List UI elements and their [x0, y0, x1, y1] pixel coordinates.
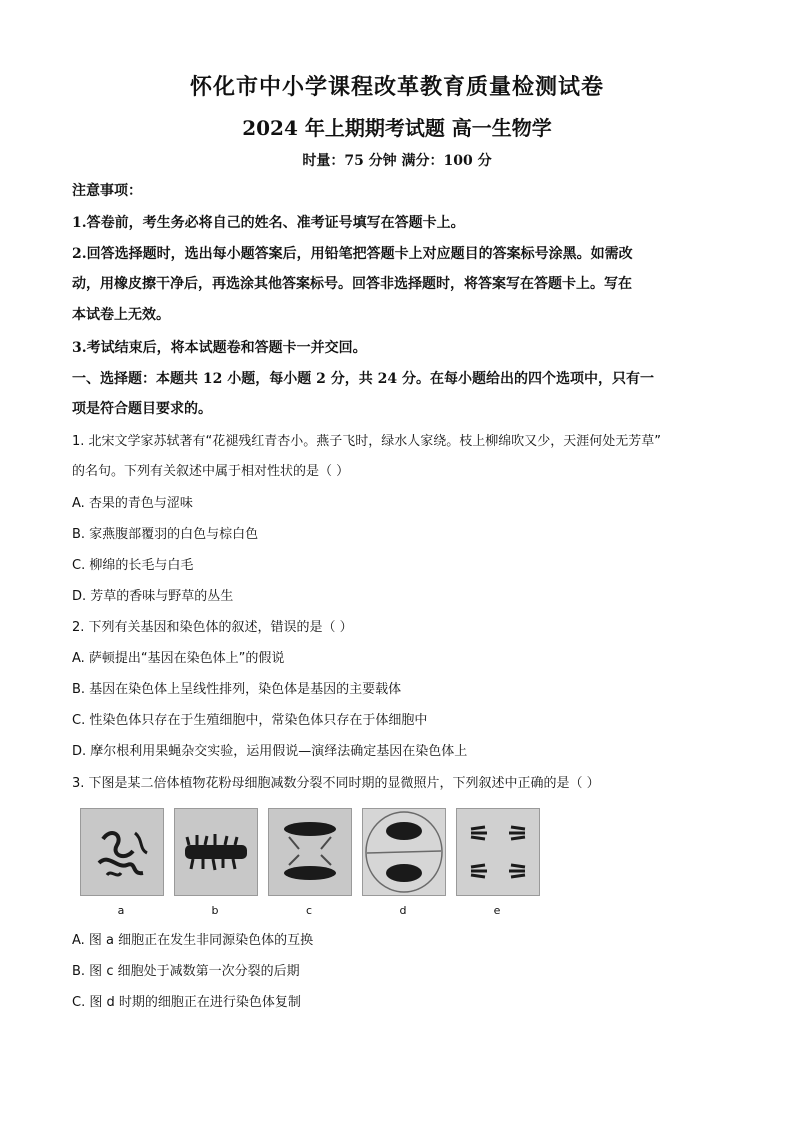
q2-option-c: C. 性染色体只存在于生殖细胞中，常染色体只存在于体细胞中 [72, 713, 428, 728]
micrograph-e [456, 808, 540, 896]
q3-option-c: C. 图 d 时期的细胞正在进行染色体复制 [72, 995, 301, 1010]
note-3: 3.考试结束后，将本试题卷和答题卡一并交回。 [72, 340, 367, 356]
micrograph-b [174, 808, 258, 896]
note-1: 1.答卷前，考生务必将自己的姓名、准考证号填写在答题卡上。 [72, 215, 465, 231]
section-heading-line-2: 项是符合题目要求的。 [72, 401, 212, 417]
micrograph-c [268, 808, 352, 896]
micrograph-label-a: a [117, 904, 125, 917]
note-2-line-2: 动，用橡皮擦干净后，再选涂其他答案标号。回答非选择题时，将答案写在答题卡上。写在 [72, 276, 632, 292]
q1-stem-line-2: 的名句。下列有关叙述中属于相对性状的是（ ） [72, 464, 350, 479]
q1-option-a: A. 杏果的青色与涩味 [72, 496, 193, 511]
q2-option-d: D. 摩尔根利用果蝇杂交实验，运用假说—演绎法确定基因在染色体上 [72, 744, 468, 759]
exam-subtitle: 2024 年上期期考试题 高一生物学 [242, 116, 552, 140]
q3-option-a: A. 图 a 细胞正在发生非同源染色体的互换 [72, 933, 314, 948]
q1-option-b: B. 家燕腹部覆羽的白色与棕白色 [72, 527, 259, 542]
exam-title: 怀化市中小学课程改革教育质量检测试卷 [189, 74, 604, 100]
q3-stem: 3. 下图是某二倍体植物花粉母细胞减数分裂不同时期的显微照片，下列叙述中正确的是（ ） [72, 776, 600, 791]
micrograph-a [80, 808, 164, 896]
q2-option-a: A. 萨顿提出“基因在染色体上”的假说 [72, 651, 285, 666]
micrograph-label-d: d [399, 904, 407, 917]
meiosis-micrograph-figure [80, 808, 540, 918]
notes-heading: 注意事项： [72, 183, 142, 199]
q1-option-c: C. 柳绵的长毛与白毛 [72, 558, 194, 573]
q1-option-d: D. 芳草的香味与野草的丛生 [72, 589, 234, 604]
note-2-line-3: 本试卷上无效。 [72, 307, 170, 323]
micrograph-d [362, 808, 446, 896]
q3-option-b: B. 图 c 细胞处于减数第一次分裂的后期 [72, 964, 300, 979]
micrograph-label-e: e [493, 904, 501, 917]
micrograph-label-c: c [305, 904, 313, 917]
section-heading-line-1: 一、选择题：本题共 12 小题，每小题 2 分，共 24 分。在每小题给出的四个选项中，只有一 [72, 371, 654, 387]
micrograph-label-b: b [211, 904, 219, 917]
q1-stem-line-1: 1. 北宋文学家苏轼著有“花褪残红青杏小。燕子飞时，绿水人家绕。枝上柳绵吹又少，天涯何处无芳草” [72, 434, 662, 449]
q2-stem: 2. 下列有关基因和染色体的叙述，错误的是（ ） [72, 620, 353, 635]
q2-option-b: B. 基因在染色体上呈线性排列，染色体是基因的主要载体 [72, 682, 402, 697]
exam-time-info: 时量：75 分钟 满分：100 分 [302, 153, 492, 169]
note-2-line-1: 2.回答选择题时，选出每小题答案后，用铅笔把答题卡上对应题目的答案标号涂黑。如需改 [72, 246, 633, 262]
